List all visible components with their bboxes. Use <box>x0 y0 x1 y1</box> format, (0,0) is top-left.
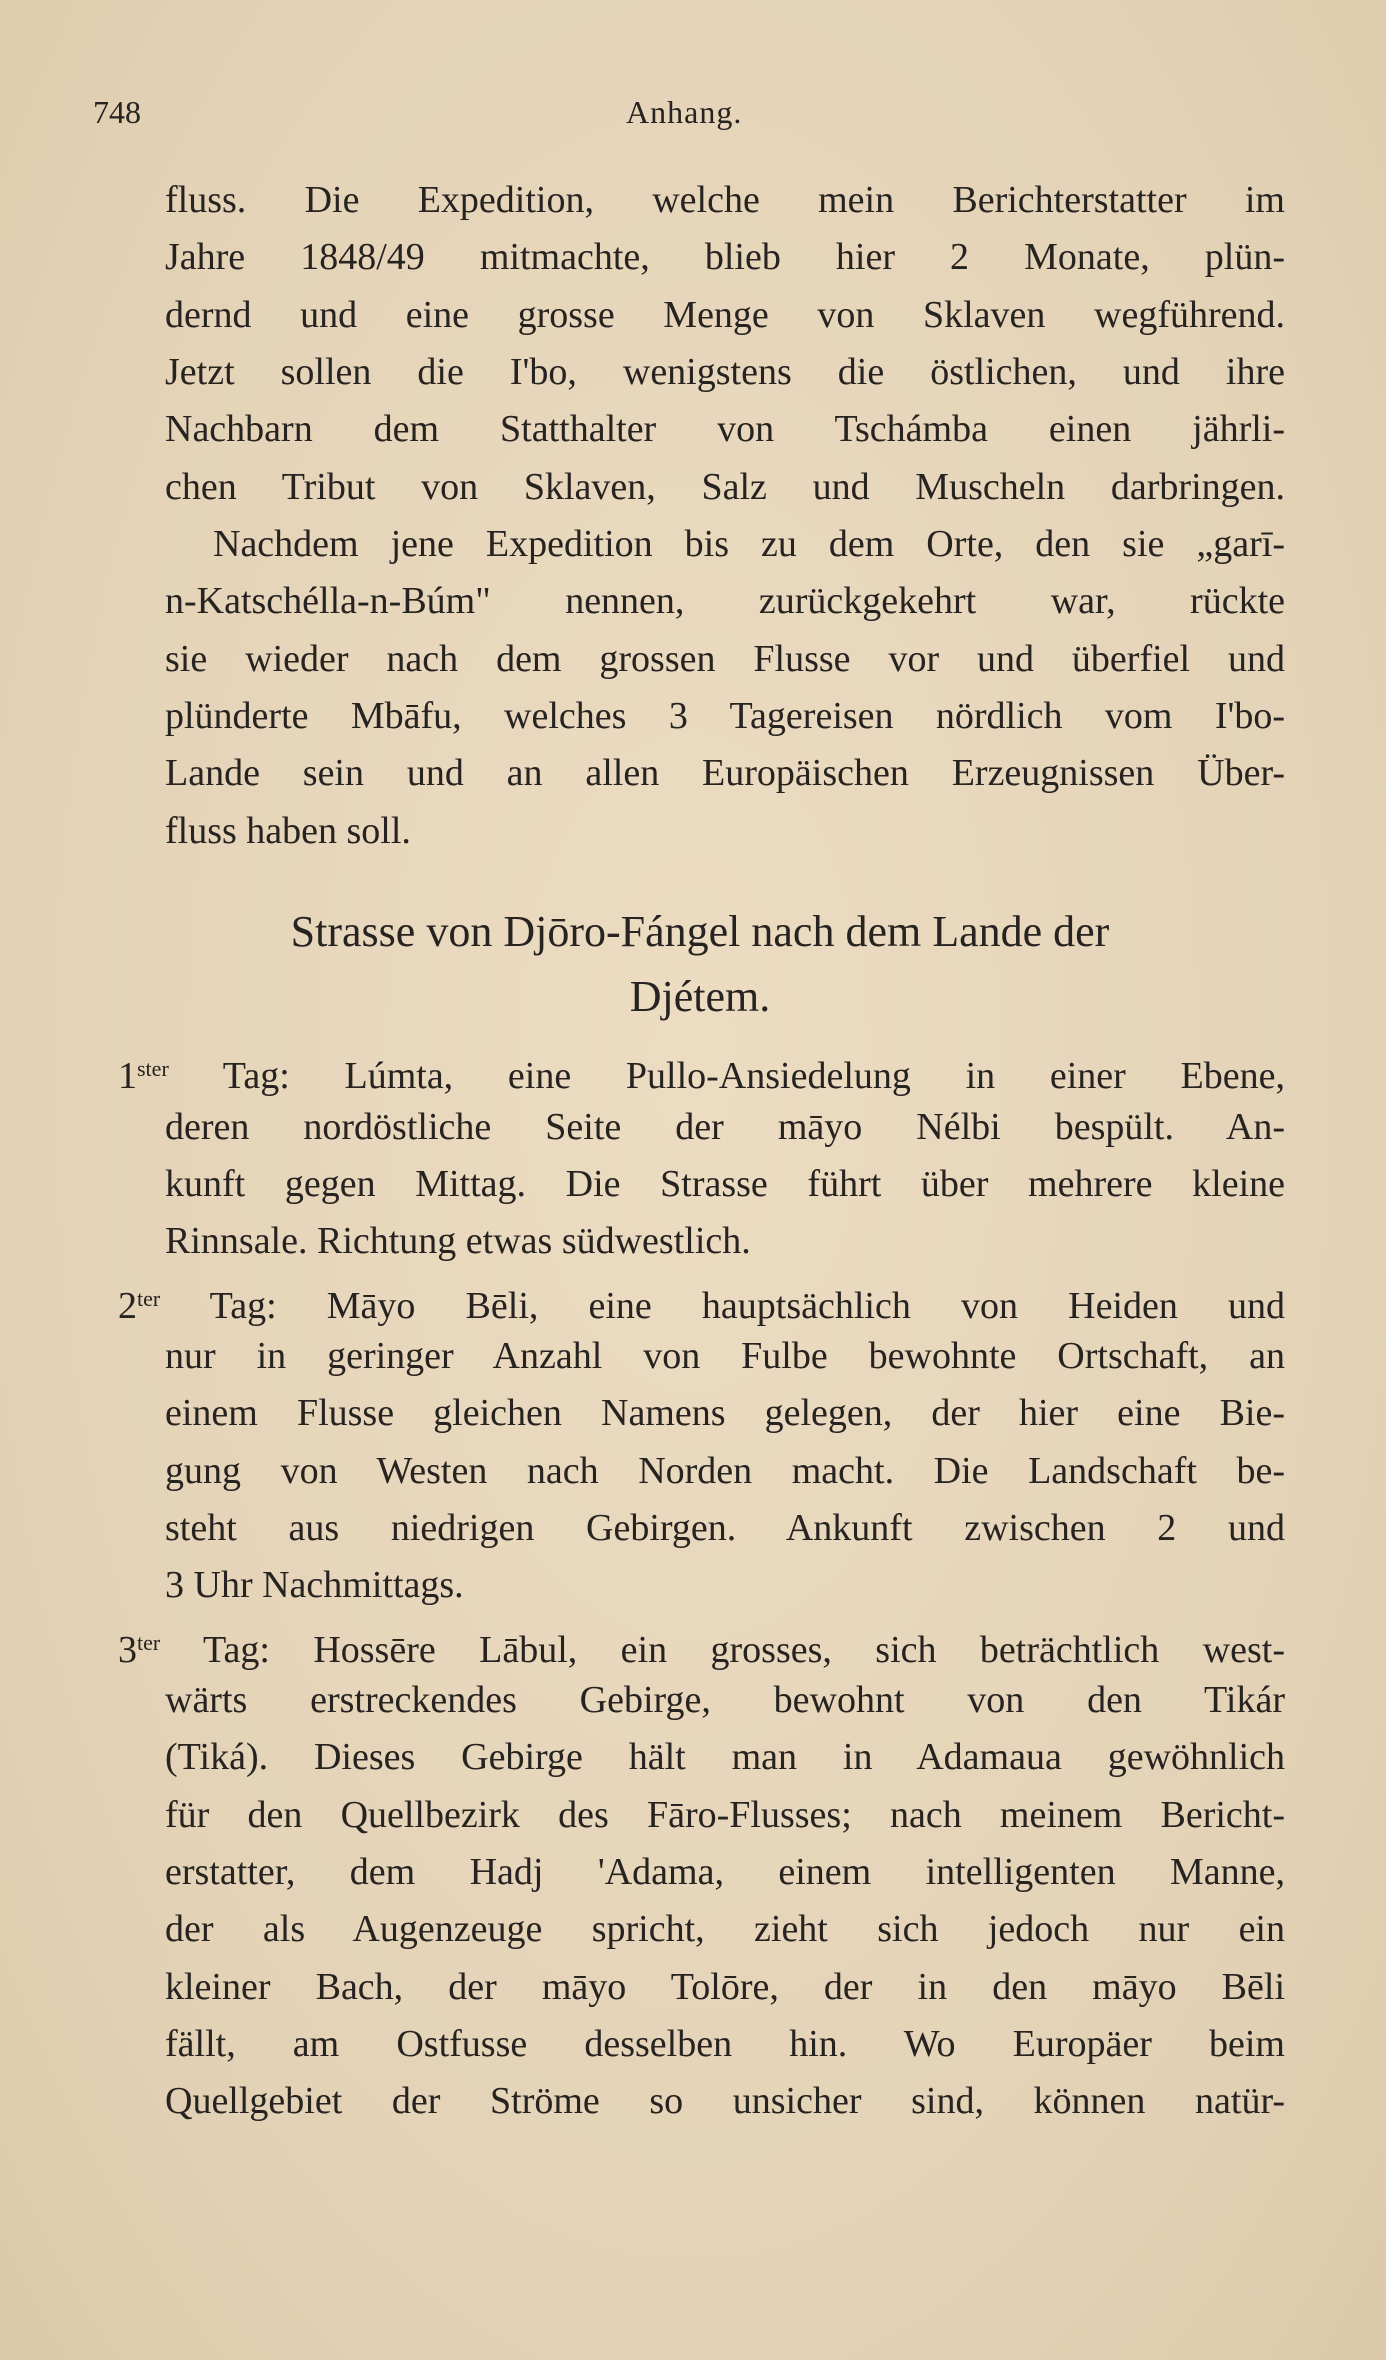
text-line: Nachdem jene Expedition bis zu dem Orte, den sie „garī- <box>213 523 1285 565</box>
text-line: sie wieder nach dem grossen Flusse vor und überfiel und <box>165 638 1285 680</box>
day-number: $1^{ster}$ <box>118 1055 169 1097</box>
text-line: n-Katschélla-n-Búm" nennen, zurückgekehrt war, rückte <box>165 580 1285 622</box>
section-heading: Strasse von Djōro-Fángel nach dem Lande der <box>290 907 1110 956</box>
page-number: 748 <box>93 94 141 130</box>
text-line: Quellgebiet der Ströme so unsicher sind, können natür- <box>165 2080 1285 2122</box>
text-line: steht aus niedrigen Gebirgen. Ankunft zwischen 2 und <box>165 1507 1285 1549</box>
day-first-line <box>118 1271 1285 1327</box>
text-line: Jetzt sollen die I'bo, wenigstens die östlichen, und ihre <box>165 351 1285 393</box>
day-text: Tag: Lúmta, eine Pullo-Ansiedelung in einer Ebene, <box>222 1055 1285 1097</box>
running-head: Anhang. <box>626 94 743 130</box>
day-number: $2^{ter}$ <box>118 1285 161 1327</box>
text-line: kunft gegen Mittag. Die Strasse führt über mehrere kleine <box>165 1163 1285 1205</box>
day-first-line <box>118 1615 1285 1671</box>
text-line: fällt, am Ostfusse desselben hin. Wo Europäer beim <box>165 2023 1285 2065</box>
text-line: der als Augenzeuge spricht, zieht sich jedoch nur ein <box>165 1908 1285 1950</box>
text-line: chen Tribut von Sklaven, Salz und Muscheln darbringen. <box>165 466 1285 508</box>
text-line: Jahre 1848/49 mitmachte, blieb hier 2 Monate, plün- <box>165 236 1285 278</box>
day-first-line <box>118 1041 1285 1097</box>
text-line: nur in geringer Anzahl von Fulbe bewohnte Ortschaft, an <box>165 1335 1285 1377</box>
text-line: kleiner Bach, der māyo Tolōre, der in den māyo Bēli <box>165 1966 1285 2008</box>
text-line: 3 Uhr Nachmittags. <box>165 1564 464 1606</box>
text-line: Rinnsale. Richtung etwas südwestlich. <box>165 1220 751 1262</box>
text-line: (Tiká). Dieses Gebirge hält man in Adamaua gewöhnlich <box>165 1736 1285 1778</box>
day-text: Tag: Hossēre Lābul, ein grosses, sich beträchtlich west- <box>202 1629 1285 1671</box>
page-header <box>93 94 1293 144</box>
text-line: einem Flusse gleichen Namens gelegen, der hier eine Bie- <box>165 1392 1285 1434</box>
text-line: gung von Westen nach Norden macht. Die Landschaft be- <box>165 1450 1285 1492</box>
day-text: Tag: Māyo Bēli, eine hauptsächlich von Heiden und <box>209 1285 1285 1327</box>
text-line: fluss. Die Expedition, welche mein Berichterstatter im <box>165 179 1285 221</box>
text-line: deren nordöstliche Seite der māyo Nélbi bespült. An- <box>165 1106 1285 1148</box>
day-number: $3^{ter}$ <box>118 1629 161 1671</box>
text-line: Lande sein und an allen Europäischen Erzeugnissen Über- <box>165 752 1285 794</box>
text-line: fluss haben soll. <box>165 810 411 852</box>
text-line: Nachbarn dem Statthalter von Tschámba einen jährli- <box>165 408 1285 450</box>
text-line: für den Quellbezirk des Fāro-Flusses; nach meinem Bericht- <box>165 1794 1285 1836</box>
text-line: erstatter, dem Hadj 'Adama, einem intelligenten Manne, <box>165 1851 1285 1893</box>
text-line: wärts erstreckendes Gebirge, bewohnt von den Tikár <box>165 1679 1285 1721</box>
section-heading-continued: Djétem. <box>629 972 771 1021</box>
text-line: dernd und eine grosse Menge von Sklaven wegführend. <box>165 294 1285 336</box>
text-line: plünderte Mbāfu, welches 3 Tagereisen nördlich vom I'bo- <box>165 695 1285 737</box>
